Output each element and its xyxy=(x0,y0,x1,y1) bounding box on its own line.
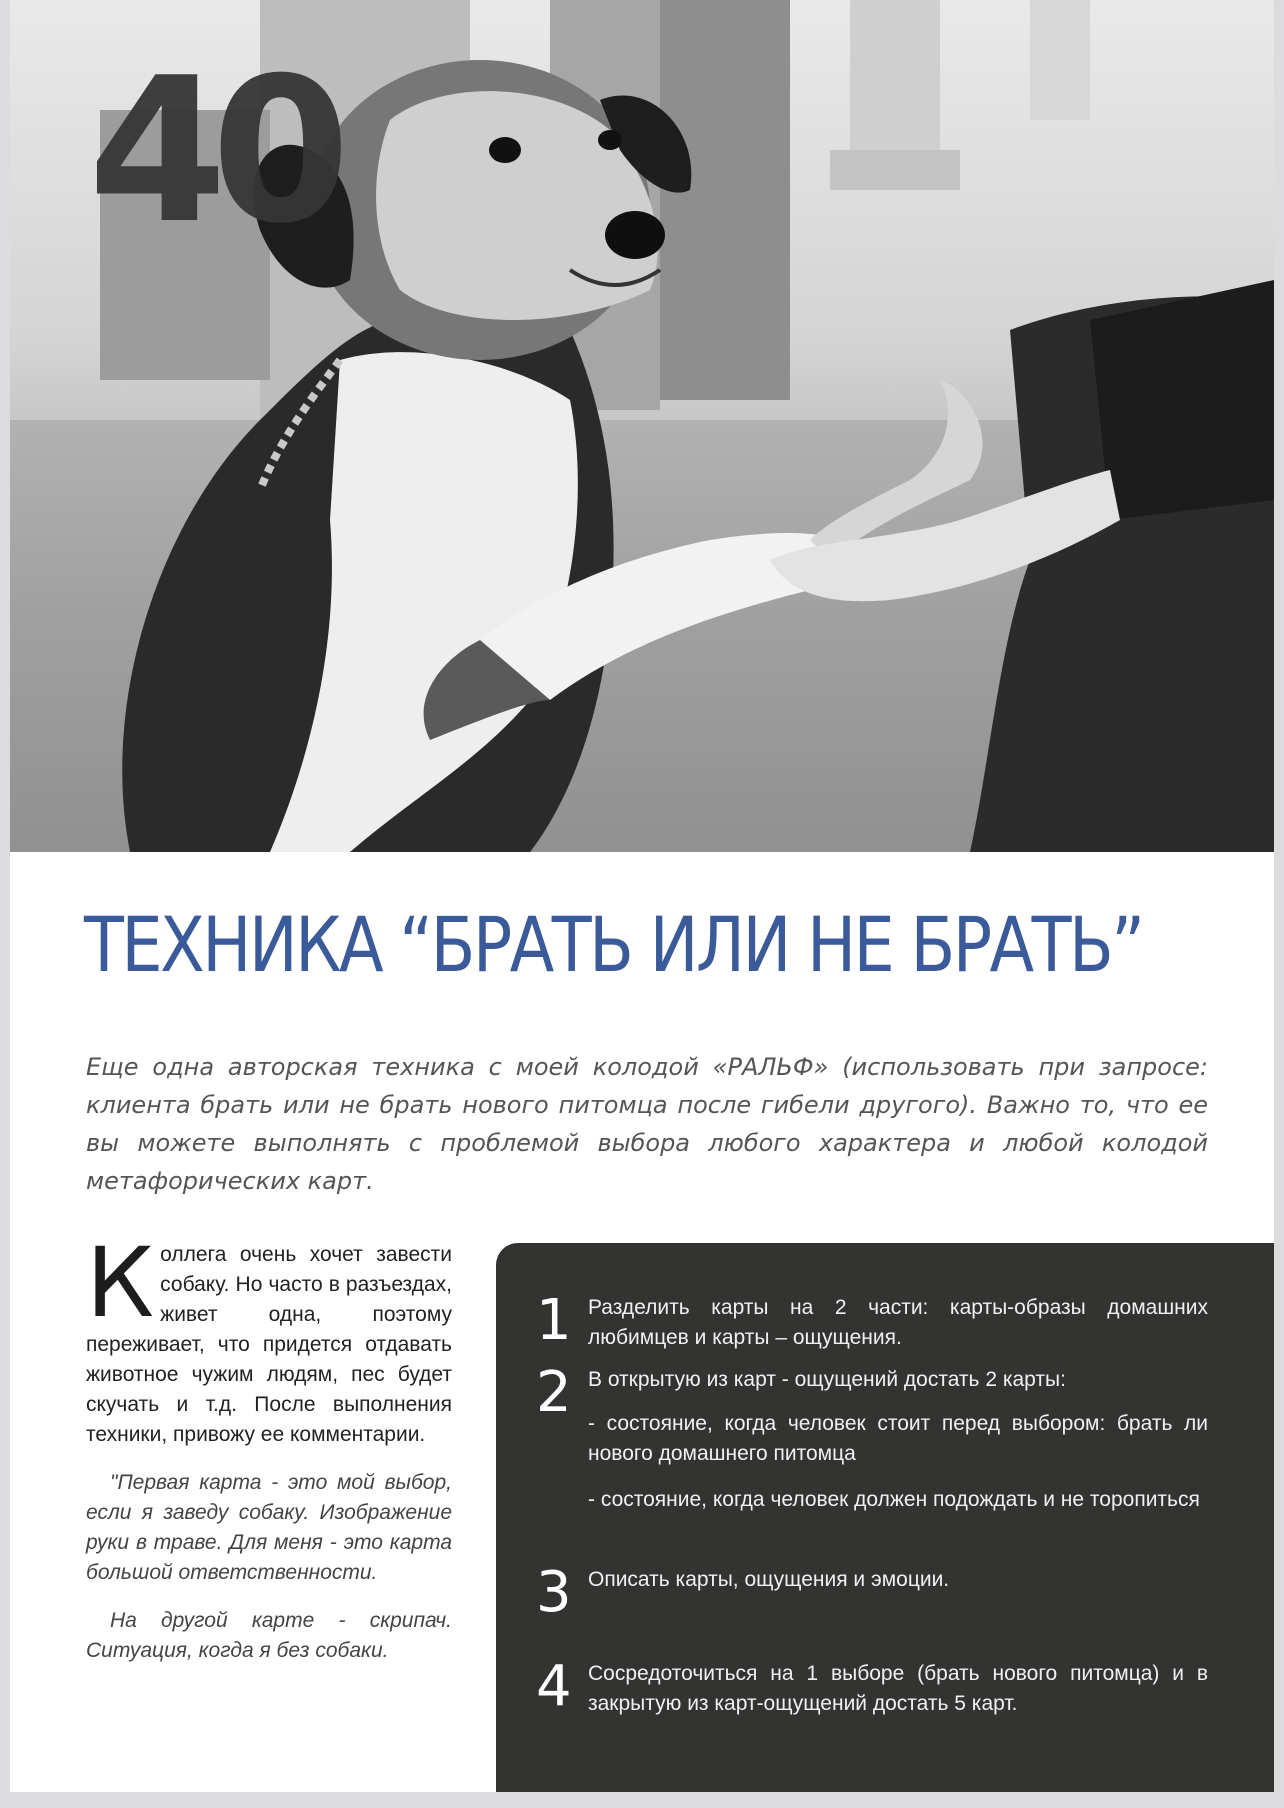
quote-paragraph-2: На другой карте - скрипач. Ситуация, когда я без собаки. xyxy=(86,1609,452,1662)
step-number: 4 xyxy=(536,1654,572,1719)
step-text: Сосредоточиться на 1 выборе (брать нового питомца) и в закрытую из карт-ощущений достать 5 карт. xyxy=(588,1662,1208,1715)
document-page xyxy=(10,0,1274,1792)
dropcap-letter: К xyxy=(86,1227,155,1339)
step-sub-item: - состояние, когда человек стоит перед выбором: брать ли нового домашнего питомца xyxy=(588,1412,1208,1465)
steps-panel xyxy=(496,1243,1274,1792)
section-title: ТЕХНИКА “БРАТЬ ИЛИ НЕ БРАТЬ” xyxy=(84,900,1143,989)
intro-paragraph: Еще одна авторская техника с моей колодой «РАЛЬФ» (использовать при запросе: клиента брать или не брать нового питомца после гибели другого). Важно то, что ее вы можете выполнять с проблемой выбора любого характера и любой колодой метафорических карт. xyxy=(86,1053,1208,1195)
step-text: Разделить карты на 2 части: карты-образы домашних любимцев и карты – ощущения. xyxy=(588,1296,1208,1349)
step-sub-item: - состояние, когда человек должен подождать и не торопиться xyxy=(588,1488,1200,1511)
step-text: Описать карты, ощущения и эмоции. xyxy=(588,1568,950,1591)
page-number: 40 xyxy=(88,35,335,268)
step-text xyxy=(588,1365,1208,1515)
step-number: 1 xyxy=(536,1288,572,1353)
step-number: 3 xyxy=(536,1560,572,1625)
quote-paragraph-1: "Первая карта - это мой выбор, если я заведу собаку. Изображение руки в траве. Для меня - это карта большой ответственности. xyxy=(86,1471,452,1584)
story-text: оллега очень хочет завести собаку. Но часто в разъездах, живет одна, поэтому переживает, что придется отдавать животное чужим людям, пес будет скучать и т.д. После выполнения техники, привожу ее комментарии. xyxy=(86,1243,452,1446)
step-main-text: В открытую из карт - ощущений достать 2 карты: xyxy=(588,1368,1066,1391)
step-number: 2 xyxy=(536,1360,572,1425)
story-paragraph xyxy=(86,1227,452,1450)
left-column xyxy=(86,1227,452,1684)
dog-giving-paw-photo xyxy=(10,0,1274,852)
